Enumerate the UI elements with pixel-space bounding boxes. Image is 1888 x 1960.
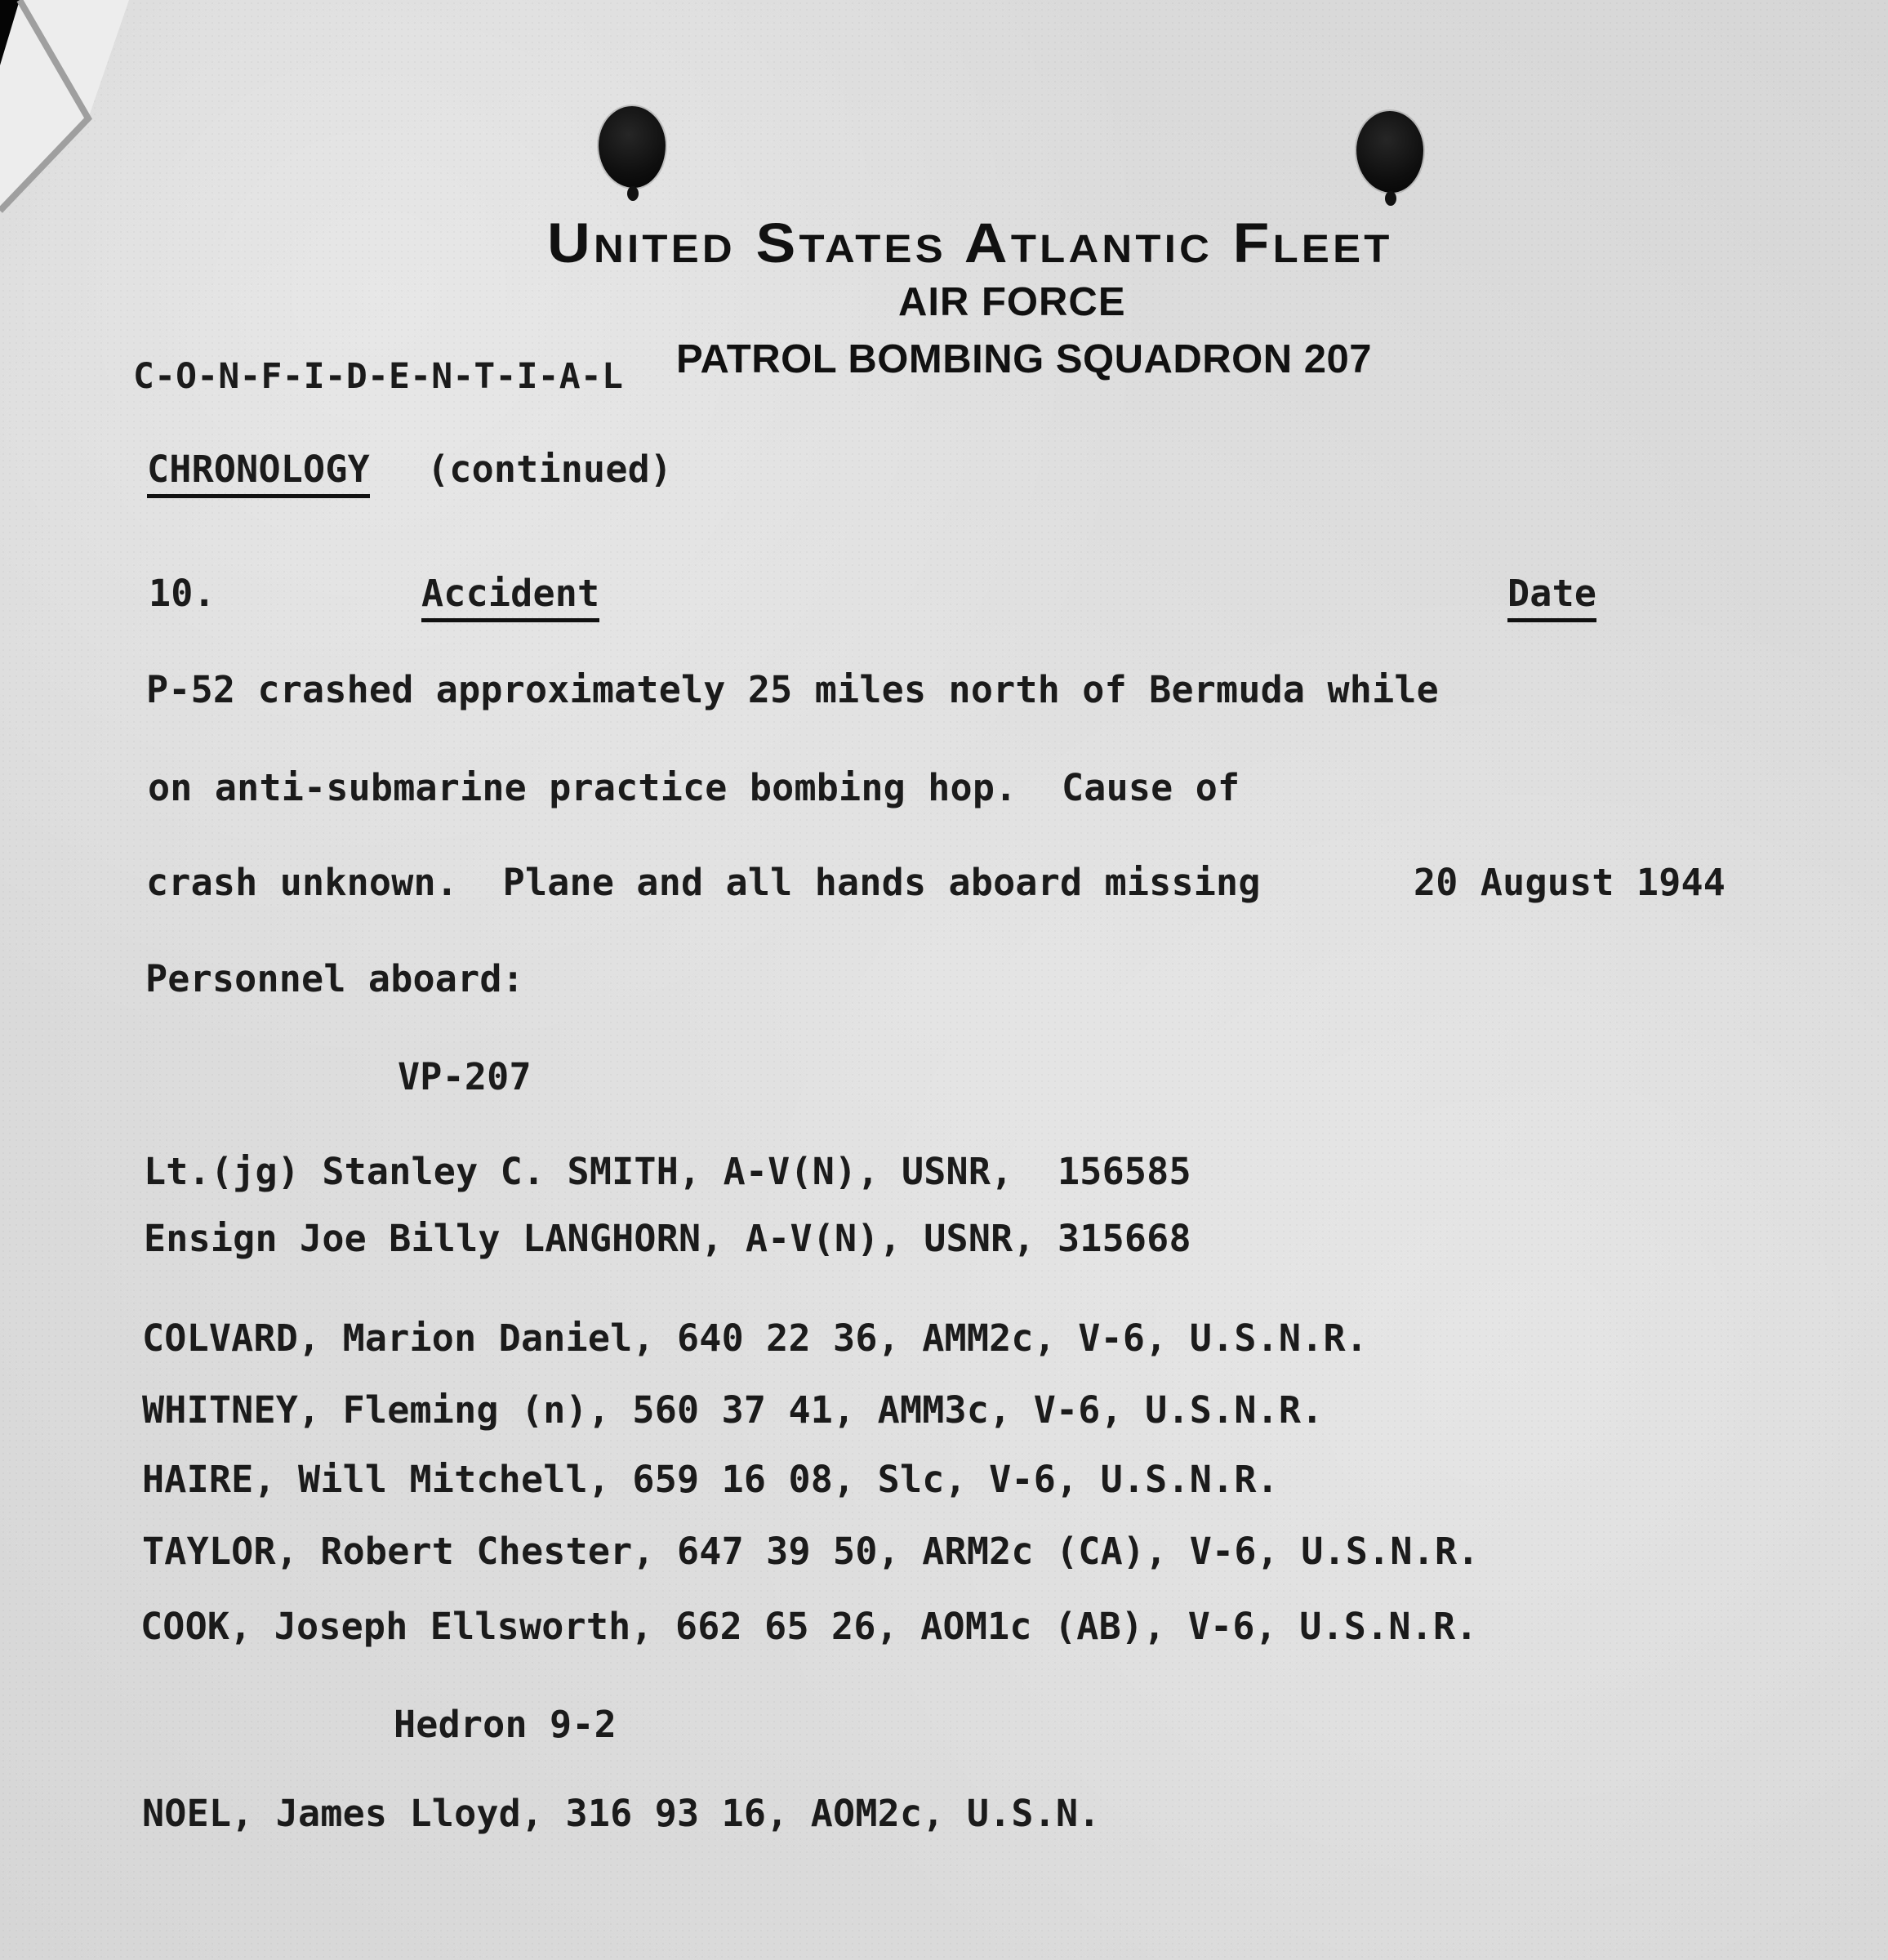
section-subtitle: (continued) (427, 448, 673, 491)
crew-entry: WHITNEY, Fleming (n), 560 37 41, AMM3c, V-6, U.S.N.R. (142, 1388, 1324, 1432)
crew-entry: HAIRE, Will Mitchell, 659 16 08, Slc, V-6, U.S.N.R. (142, 1458, 1279, 1501)
narrative-line: crash unknown. Plane and all hands aboard missing (146, 861, 1261, 904)
event-date: 20 August 1944 (1414, 861, 1726, 904)
unit-heading: VP-207 (398, 1055, 532, 1098)
section-title: CHRONOLOGY (147, 448, 370, 498)
date-heading: Date (1507, 572, 1596, 622)
unit-heading: Hedron 9-2 (394, 1703, 617, 1746)
crew-entry: COOK, Joseph Ellsworth, 662 65 26, AOM1c (AB), V-6, U.S.N.R. (140, 1605, 1478, 1648)
narrative-line: on anti-submarine practice bombing hop. Cause of (148, 766, 1240, 809)
item-number: 10. (149, 572, 216, 615)
accident-heading: Accident (421, 572, 599, 622)
crew-entry: NOEL, James Lloyd, 316 93 16, AOM2c, U.S.N. (142, 1792, 1101, 1835)
narrative-line: P-52 crashed approximately 25 miles north of Bermuda while (146, 668, 1439, 711)
crew-entry: TAYLOR, Robert Chester, 647 39 50, ARM2c (CA), V-6, U.S.N.R. (142, 1530, 1480, 1573)
personnel-heading: Personnel aboard: (145, 957, 524, 1000)
letterhead-air-force: AIR FORCE (898, 280, 1126, 324)
letterhead-squadron: PATROL BOMBING SQUADRON 207 (676, 337, 1373, 381)
classification-marking: C-O-N-F-I-D-E-N-T-I-A-L (133, 356, 624, 397)
letterhead (0, 0, 1888, 408)
letterhead-title: United States Atlantic Fleet (547, 212, 1393, 274)
crew-entry: COLVARD, Marion Daniel, 640 22 36, AMM2c, V-6, U.S.N.R. (142, 1316, 1369, 1360)
officer-entry: Ensign Joe Billy LANGHORN, A-V(N), USNR, 315668 (144, 1217, 1191, 1260)
officer-entry: Lt.(jg) Stanley C. SMITH, A-V(N), USNR, 156585 (144, 1150, 1191, 1193)
